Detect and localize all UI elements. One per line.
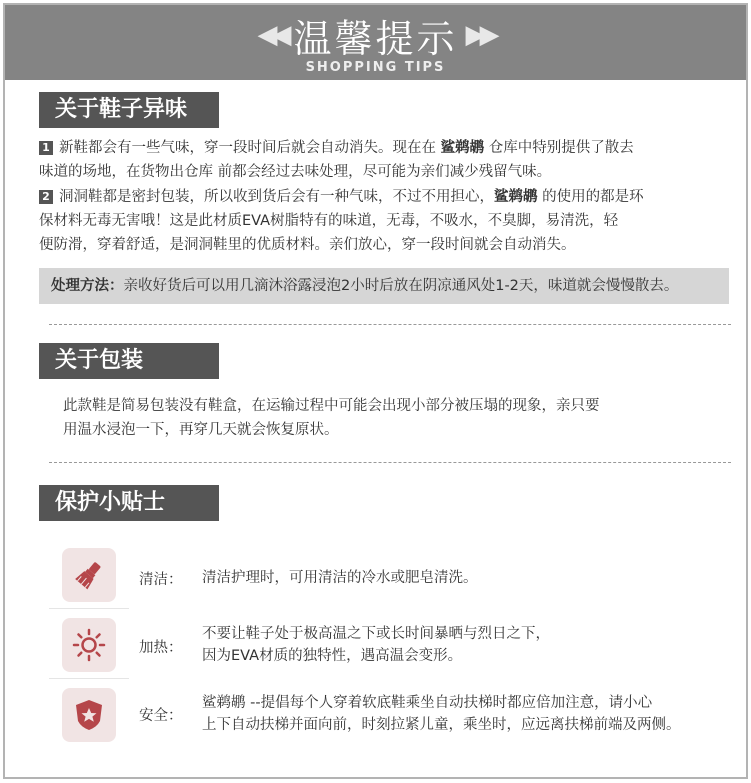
package-line: 用温水浸泡一下，再穿几天就会恢复原状。 [63, 422, 339, 438]
tip-line: 因为EVA材质的独特性，遇高温会变形。 [202, 648, 463, 664]
tip-text-safety [202, 692, 742, 736]
tip-line: 不要让鞋子处于极高温之下或长时间暴晒与烈日之下， [202, 626, 550, 642]
tip-line: 上下自动扶梯并面向前，时刻拉紧儿童，乘坐时，应远离扶梯前端及两侧。 [202, 717, 681, 733]
tip-label-clean: 清洁： [139, 572, 183, 588]
method-text: 亲收好货后可以用几滴沐浴露浸泡2小时后放在阴凉通风处1-2天，味道就会慢慢散去。 [123, 278, 679, 294]
treatment-method-bar [39, 268, 729, 304]
tip-text-clean [202, 567, 478, 589]
smell-item-2 [39, 185, 739, 257]
tip-label-safety: 安全： [139, 708, 183, 724]
tip-line: 鲨鹈鹕 --提倡每个人穿着软底鞋乘坐自动扶梯时都应倍加注意，请小心 [202, 695, 653, 711]
tip-separator [49, 678, 129, 679]
tip-text-heat [202, 623, 550, 667]
smell-item-1 [39, 136, 739, 184]
header-banner [5, 5, 746, 80]
item-text: 新鞋都会有一些气味，穿一段时间后就会自动消失。现在在 [59, 140, 436, 156]
tip-separator [49, 608, 129, 609]
brand-name: 鲨鹈鹕 [494, 189, 538, 205]
divider [49, 462, 731, 463]
method-label: 处理方法： [51, 278, 124, 294]
package-text [63, 394, 733, 442]
tip-line: 清洁护理时，可用清洁的冷水或肥皂清洗。 [202, 570, 478, 586]
item-number: 2 [39, 190, 53, 204]
item-text: 洞洞鞋都是密封包装，所以收到货后会有一种气味，不过不用担心， [59, 189, 494, 205]
item-number: 1 [39, 141, 53, 155]
item-text: 保材料无毒无害哦！这是此材质EVA树脂特有的味道，无毒，不吸水，不臭脚，易清洗，轻 [39, 213, 619, 229]
divider [49, 324, 731, 325]
shield-star-icon [62, 688, 116, 742]
item-text: 的使用的都是环 [542, 189, 644, 205]
page-subtitle: SHOPPING TIPS [305, 60, 446, 75]
tips-panel [3, 3, 748, 779]
item-text: 仓库中特别提供了散去 [488, 140, 634, 156]
sun-icon [62, 618, 116, 672]
left-arrows-icon: ◀◀ [257, 20, 286, 50]
brush-icon [62, 548, 116, 602]
section-title-tips: 保护小贴士 [39, 485, 219, 521]
section-title-smell: 关于鞋子异味 [39, 92, 219, 128]
page-title: 温馨提示 [293, 16, 458, 61]
right-arrows-icon: ▶▶ [465, 20, 494, 50]
section-title-package: 关于包装 [39, 343, 219, 379]
item-text: 味道的场地，在货物出仓库 前都会经过去味处理，尽可能为亲们减少残留气味。 [39, 164, 552, 180]
item-text: 便防滑，穿着舒适，是洞洞鞋里的优质材料。亲们放心，穿一段时间就会自动消失。 [39, 237, 576, 253]
package-line: 此款鞋是简易包装没有鞋盒，在运输过程中可能会出现小部分被压塌的现象，亲只要 [63, 398, 600, 414]
tip-label-heat: 加热： [139, 640, 183, 656]
brand-name: 鲨鹈鹕 [440, 140, 485, 156]
